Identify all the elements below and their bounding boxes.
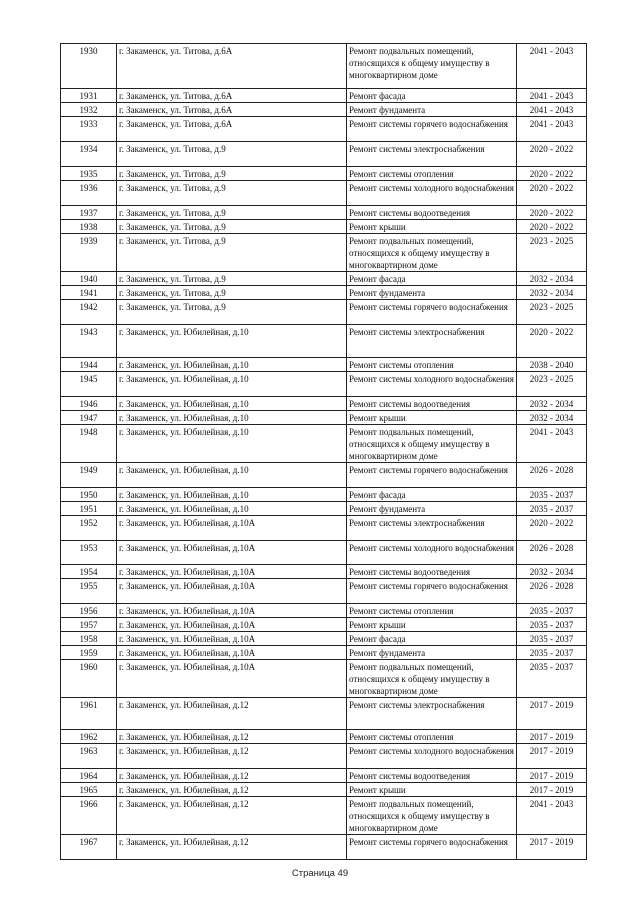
period-cell: 2041 - 2043 <box>517 117 587 142</box>
address-cell: г. Закаменск, ул. Титова, д.9 <box>117 272 347 286</box>
table-row <box>61 488 587 502</box>
address-cell: г. Закаменск, ул. Титова, д.6А <box>117 89 347 103</box>
work-type-cell: Ремонт подвальных помещений, относящихся к общему имуществу в многоквартирном доме <box>347 425 517 463</box>
row-number-cell: 1934 <box>61 142 117 167</box>
period-cell: 2020 - 2022 <box>517 516 587 541</box>
row-number-cell: 1958 <box>61 632 117 646</box>
row-number-cell: 1954 <box>61 565 117 579</box>
row-number-cell: 1964 <box>61 769 117 783</box>
address-cell: г. Закаменск, ул. Юбилейная, д.10 <box>117 425 347 463</box>
row-number-cell: 1933 <box>61 117 117 142</box>
row-number-cell: 1952 <box>61 516 117 541</box>
row-number-cell: 1935 <box>61 167 117 181</box>
work-type-cell: Ремонт системы горячего водоснабжения <box>347 835 517 860</box>
row-number-cell: 1930 <box>61 44 117 89</box>
period-cell: 2020 - 2022 <box>517 325 587 358</box>
table-row <box>61 579 587 604</box>
row-number-cell: 1931 <box>61 89 117 103</box>
address-cell: г. Закаменск, ул. Юбилейная, д.10 <box>117 372 347 397</box>
table-row <box>61 206 587 220</box>
address-cell: г. Закаменск, ул. Юбилейная, д.12 <box>117 744 347 769</box>
table-row <box>61 411 587 425</box>
period-cell: 2017 - 2019 <box>517 730 587 744</box>
period-cell: 2035 - 2037 <box>517 502 587 516</box>
row-number-cell: 1945 <box>61 372 117 397</box>
period-cell: 2023 - 2025 <box>517 234 587 272</box>
work-type-cell: Ремонт фасада <box>347 272 517 286</box>
address-cell: г. Закаменск, ул. Юбилейная, д.10А <box>117 516 347 541</box>
row-number-cell: 1950 <box>61 488 117 502</box>
table-row <box>61 565 587 579</box>
table-row <box>61 89 587 103</box>
address-cell: г. Закаменск, ул. Юбилейная, д.10А <box>117 541 347 565</box>
table-row <box>61 425 587 463</box>
table-row <box>61 516 587 541</box>
work-type-cell: Ремонт системы горячего водоснабжения <box>347 117 517 142</box>
row-number-cell: 1949 <box>61 463 117 488</box>
period-cell: 2041 - 2043 <box>517 89 587 103</box>
table-row <box>61 618 587 632</box>
table-body <box>61 44 587 860</box>
address-cell: г. Закаменск, ул. Титова, д.9 <box>117 234 347 272</box>
table-row <box>61 272 587 286</box>
period-cell: 2032 - 2034 <box>517 272 587 286</box>
row-number-cell: 1962 <box>61 730 117 744</box>
address-cell: г. Закаменск, ул. Юбилейная, д.12 <box>117 698 347 730</box>
work-type-cell: Ремонт системы отопления <box>347 167 517 181</box>
row-number-cell: 1963 <box>61 744 117 769</box>
works-table <box>60 43 587 860</box>
address-cell: г. Закаменск, ул. Юбилейная, д.10 <box>117 325 347 358</box>
table-row <box>61 769 587 783</box>
address-cell: г. Закаменск, ул. Титова, д.9 <box>117 286 347 300</box>
period-cell: 2017 - 2019 <box>517 835 587 860</box>
period-cell: 2032 - 2034 <box>517 397 587 411</box>
address-cell: г. Закаменск, ул. Юбилейная, д.12 <box>117 769 347 783</box>
table-row <box>61 103 587 117</box>
work-type-cell: Ремонт системы электроснабжения <box>347 325 517 358</box>
work-type-cell: Ремонт системы горячего водоснабжения <box>347 463 517 488</box>
period-cell: 2026 - 2028 <box>517 463 587 488</box>
address-cell: г. Закаменск, ул. Юбилейная, д.10 <box>117 502 347 516</box>
table-row <box>61 325 587 358</box>
row-number-cell: 1942 <box>61 300 117 325</box>
row-number-cell: 1947 <box>61 411 117 425</box>
table-row <box>61 660 587 698</box>
work-type-cell: Ремонт системы отопления <box>347 730 517 744</box>
table-row <box>61 300 587 325</box>
table-row <box>61 181 587 206</box>
work-type-cell: Ремонт системы электроснабжения <box>347 142 517 167</box>
address-cell: г. Закаменск, ул. Титова, д.9 <box>117 300 347 325</box>
period-cell: 2035 - 2037 <box>517 646 587 660</box>
address-cell: г. Закаменск, ул. Юбилейная, д.10А <box>117 660 347 698</box>
table-row <box>61 604 587 618</box>
period-cell: 2026 - 2028 <box>517 541 587 565</box>
work-type-cell: Ремонт фасада <box>347 488 517 502</box>
work-type-cell: Ремонт системы водоотведения <box>347 565 517 579</box>
row-number-cell: 1957 <box>61 618 117 632</box>
address-cell: г. Закаменск, ул. Титова, д.9 <box>117 220 347 234</box>
work-type-cell: Ремонт системы горячего водоснабжения <box>347 300 517 325</box>
address-cell: г. Закаменск, ул. Титова, д.9 <box>117 206 347 220</box>
row-number-cell: 1953 <box>61 541 117 565</box>
address-cell: г. Закаменск, ул. Титова, д.9 <box>117 142 347 167</box>
work-type-cell: Ремонт системы холодного водоснабжения <box>347 181 517 206</box>
address-cell: г. Закаменск, ул. Юбилейная, д.10А <box>117 565 347 579</box>
address-cell: г. Закаменск, ул. Юбилейная, д.10А <box>117 579 347 604</box>
table-row <box>61 783 587 797</box>
period-cell: 2017 - 2019 <box>517 783 587 797</box>
table-row <box>61 142 587 167</box>
table-row <box>61 502 587 516</box>
work-type-cell: Ремонт системы отопления <box>347 604 517 618</box>
address-cell: г. Закаменск, ул. Юбилейная, д.10 <box>117 463 347 488</box>
period-cell: 2035 - 2037 <box>517 618 587 632</box>
table-row <box>61 44 587 89</box>
work-type-cell: Ремонт крыши <box>347 618 517 632</box>
address-cell: г. Закаменск, ул. Титова, д.6А <box>117 44 347 89</box>
period-cell: 2023 - 2025 <box>517 372 587 397</box>
address-cell: г. Закаменск, ул. Юбилейная, д.12 <box>117 835 347 860</box>
period-cell: 2041 - 2043 <box>517 797 587 835</box>
address-cell: г. Закаменск, ул. Юбилейная, д.10А <box>117 604 347 618</box>
table-row <box>61 730 587 744</box>
work-type-cell: Ремонт крыши <box>347 783 517 797</box>
row-number-cell: 1938 <box>61 220 117 234</box>
work-type-cell: Ремонт фундамента <box>347 502 517 516</box>
work-type-cell: Ремонт системы горячего водоснабжения <box>347 579 517 604</box>
table-row <box>61 234 587 272</box>
work-type-cell: Ремонт подвальных помещений, относящихся к общему имуществу в многоквартирном доме <box>347 234 517 272</box>
period-cell: 2035 - 2037 <box>517 604 587 618</box>
row-number-cell: 1932 <box>61 103 117 117</box>
table-row <box>61 117 587 142</box>
work-type-cell: Ремонт подвальных помещений, относящихся к общему имуществу в многоквартирном доме <box>347 44 517 89</box>
address-cell: г. Закаменск, ул. Титова, д.9 <box>117 181 347 206</box>
period-cell: 2026 - 2028 <box>517 579 587 604</box>
work-type-cell: Ремонт системы отопления <box>347 358 517 372</box>
period-cell: 2035 - 2037 <box>517 660 587 698</box>
address-cell: г. Закаменск, ул. Юбилейная, д.12 <box>117 797 347 835</box>
row-number-cell: 1944 <box>61 358 117 372</box>
table-row <box>61 797 587 835</box>
work-type-cell: Ремонт системы водоотведения <box>347 206 517 220</box>
row-number-cell: 1941 <box>61 286 117 300</box>
row-number-cell: 1937 <box>61 206 117 220</box>
address-cell: г. Закаменск, ул. Юбилейная, д.10 <box>117 411 347 425</box>
table-row <box>61 541 587 565</box>
period-cell: 2041 - 2043 <box>517 103 587 117</box>
row-number-cell: 1951 <box>61 502 117 516</box>
table-row <box>61 358 587 372</box>
address-cell: г. Закаменск, ул. Юбилейная, д.12 <box>117 730 347 744</box>
period-cell: 2023 - 2025 <box>517 300 587 325</box>
address-cell: г. Закаменск, ул. Юбилейная, д.10А <box>117 618 347 632</box>
work-type-cell: Ремонт системы холодного водоснабжения <box>347 372 517 397</box>
work-type-cell: Ремонт фундамента <box>347 103 517 117</box>
table-row <box>61 220 587 234</box>
period-cell: 2020 - 2022 <box>517 220 587 234</box>
row-number-cell: 1965 <box>61 783 117 797</box>
address-cell: г. Закаменск, ул. Титова, д.9 <box>117 167 347 181</box>
row-number-cell: 1960 <box>61 660 117 698</box>
work-type-cell: Ремонт системы электроснабжения <box>347 698 517 730</box>
address-cell: г. Закаменск, ул. Юбилейная, д.10 <box>117 397 347 411</box>
period-cell: 2020 - 2022 <box>517 142 587 167</box>
address-cell: г. Закаменск, ул. Юбилейная, д.12 <box>117 783 347 797</box>
table-row <box>61 372 587 397</box>
row-number-cell: 1940 <box>61 272 117 286</box>
address-cell: г. Закаменск, ул. Юбилейная, д.10 <box>117 358 347 372</box>
work-type-cell: Ремонт системы холодного водоснабжения <box>347 541 517 565</box>
period-cell: 2017 - 2019 <box>517 769 587 783</box>
address-cell: г. Закаменск, ул. Титова, д.6А <box>117 103 347 117</box>
row-number-cell: 1959 <box>61 646 117 660</box>
period-cell: 2035 - 2037 <box>517 632 587 646</box>
work-type-cell: Ремонт фасада <box>347 632 517 646</box>
table-row <box>61 835 587 860</box>
work-type-cell: Ремонт системы электроснабжения <box>347 516 517 541</box>
work-type-cell: Ремонт системы холодного водоснабжения <box>347 744 517 769</box>
work-type-cell: Ремонт системы водоотведения <box>347 769 517 783</box>
table-row <box>61 744 587 769</box>
period-cell: 2032 - 2034 <box>517 411 587 425</box>
page-number: Страница 49 <box>291 868 349 879</box>
table-row <box>61 286 587 300</box>
row-number-cell: 1966 <box>61 797 117 835</box>
row-number-cell: 1955 <box>61 579 117 604</box>
period-cell: 2035 - 2037 <box>517 488 587 502</box>
row-number-cell: 1936 <box>61 181 117 206</box>
address-cell: г. Закаменск, ул. Юбилейная, д.10 <box>117 488 347 502</box>
period-cell: 2020 - 2022 <box>517 206 587 220</box>
row-number-cell: 1943 <box>61 325 117 358</box>
address-cell: г. Закаменск, ул. Юбилейная, д.10А <box>117 632 347 646</box>
work-type-cell: Ремонт фундамента <box>347 646 517 660</box>
address-cell: г. Закаменск, ул. Титова, д.6А <box>117 117 347 142</box>
table-row <box>61 646 587 660</box>
table-row <box>61 698 587 730</box>
work-type-cell: Ремонт системы водоотведения <box>347 397 517 411</box>
table-row <box>61 463 587 488</box>
row-number-cell: 1956 <box>61 604 117 618</box>
work-type-cell: Ремонт подвальных помещений, относящихся к общему имуществу в многоквартирном доме <box>347 797 517 835</box>
work-type-cell: Ремонт фасада <box>347 89 517 103</box>
row-number-cell: 1961 <box>61 698 117 730</box>
period-cell: 2017 - 2019 <box>517 744 587 769</box>
work-type-cell: Ремонт фундамента <box>347 286 517 300</box>
work-type-cell: Ремонт подвальных помещений, относящихся к общему имуществу в многоквартирном доме <box>347 660 517 698</box>
table-row <box>61 397 587 411</box>
period-cell: 2020 - 2022 <box>517 181 587 206</box>
work-type-cell: Ремонт крыши <box>347 220 517 234</box>
period-cell: 2041 - 2043 <box>517 44 587 89</box>
period-cell: 2038 - 2040 <box>517 358 587 372</box>
row-number-cell: 1946 <box>61 397 117 411</box>
period-cell: 2020 - 2022 <box>517 167 587 181</box>
row-number-cell: 1948 <box>61 425 117 463</box>
period-cell: 2041 - 2043 <box>517 425 587 463</box>
table-row <box>61 167 587 181</box>
period-cell: 2032 - 2034 <box>517 286 587 300</box>
period-cell: 2017 - 2019 <box>517 698 587 730</box>
address-cell: г. Закаменск, ул. Юбилейная, д.10А <box>117 646 347 660</box>
row-number-cell: 1967 <box>61 835 117 860</box>
work-type-cell: Ремонт крыши <box>347 411 517 425</box>
table-row <box>61 632 587 646</box>
period-cell: 2032 - 2034 <box>517 565 587 579</box>
row-number-cell: 1939 <box>61 234 117 272</box>
